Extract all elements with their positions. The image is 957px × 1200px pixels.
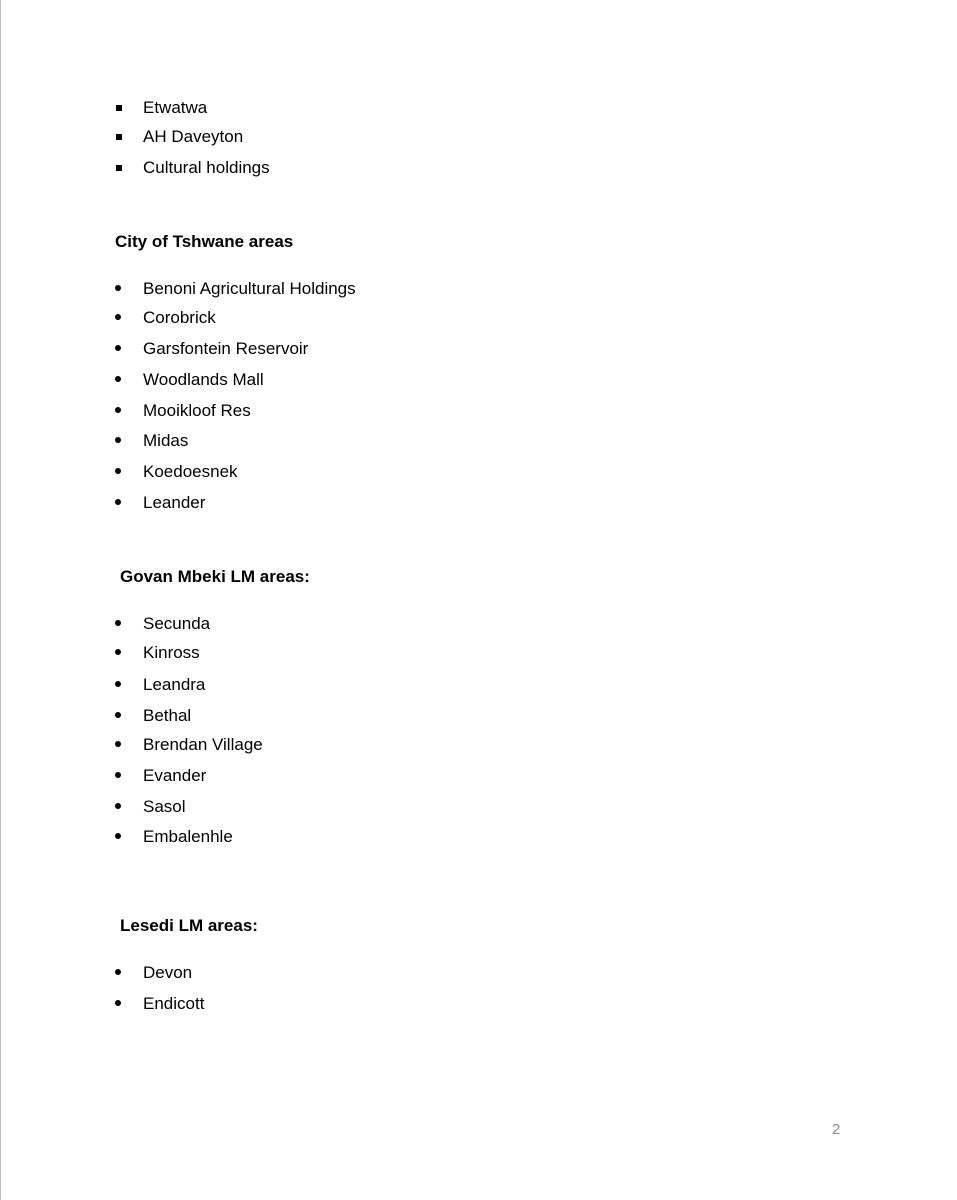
round-bullet-icon [114,680,124,690]
list-item-label: Benoni Agricultural Holdings [143,279,356,298]
round-bullet-icon [114,832,124,842]
round-bullet-icon [114,740,124,750]
lesedi-heading: Lesedi LM areas: [120,916,258,935]
tshwane-heading: City of Tshwane areas [115,232,294,251]
list-item-label: Woodlands Mall [143,370,264,389]
list-item-label: Brendan Village [143,735,263,754]
round-bullet-icon [114,436,124,446]
list-item-label: Koedoesnek [143,462,238,481]
list-item-label: Evander [143,766,207,785]
govan-heading: Govan Mbeki LM areas: [120,567,310,586]
round-bullet-icon [114,375,124,385]
list-item-label: Leander [143,493,206,512]
page-edge [0,0,1,1200]
list-item-label: Garsfontein Reservoir [143,339,309,358]
page-number: 2 [832,1121,841,1138]
list-item-label: Midas [143,431,189,450]
round-bullet-icon [114,648,124,658]
list-item-label: Mooikloof Res [143,401,251,420]
round-bullet-icon [114,711,124,721]
list-item-label: Bethal [143,706,192,725]
round-bullet-icon [114,406,124,416]
round-bullet-icon [114,313,124,323]
list-item-label: Leandra [143,675,206,694]
list-item-label: Corobrick [143,308,216,327]
round-bullet-icon [114,467,124,477]
round-bullet-icon [114,344,124,354]
list-item-label: Kinross [143,643,200,662]
list-item-label: Devon [143,963,193,982]
round-bullet-icon [114,999,124,1009]
list-item-label: Endicott [143,994,205,1013]
list-item-label: Cultural holdings [143,158,270,177]
square-bullet-icon [114,103,124,113]
list-item-label: Secunda [143,614,211,633]
round-bullet-icon [114,968,124,978]
round-bullet-icon [114,802,124,812]
square-bullet-icon [114,132,124,142]
round-bullet-icon [114,771,124,781]
round-bullet-icon [114,498,124,508]
list-item-label: Embalenhle [143,827,233,846]
list-item-label: Etwatwa [143,98,208,117]
list-item-label: Sasol [143,797,186,816]
round-bullet-icon [114,284,124,294]
square-bullet-icon [114,163,124,173]
round-bullet-icon [114,619,124,629]
list-item-label: AH Daveyton [143,127,244,146]
